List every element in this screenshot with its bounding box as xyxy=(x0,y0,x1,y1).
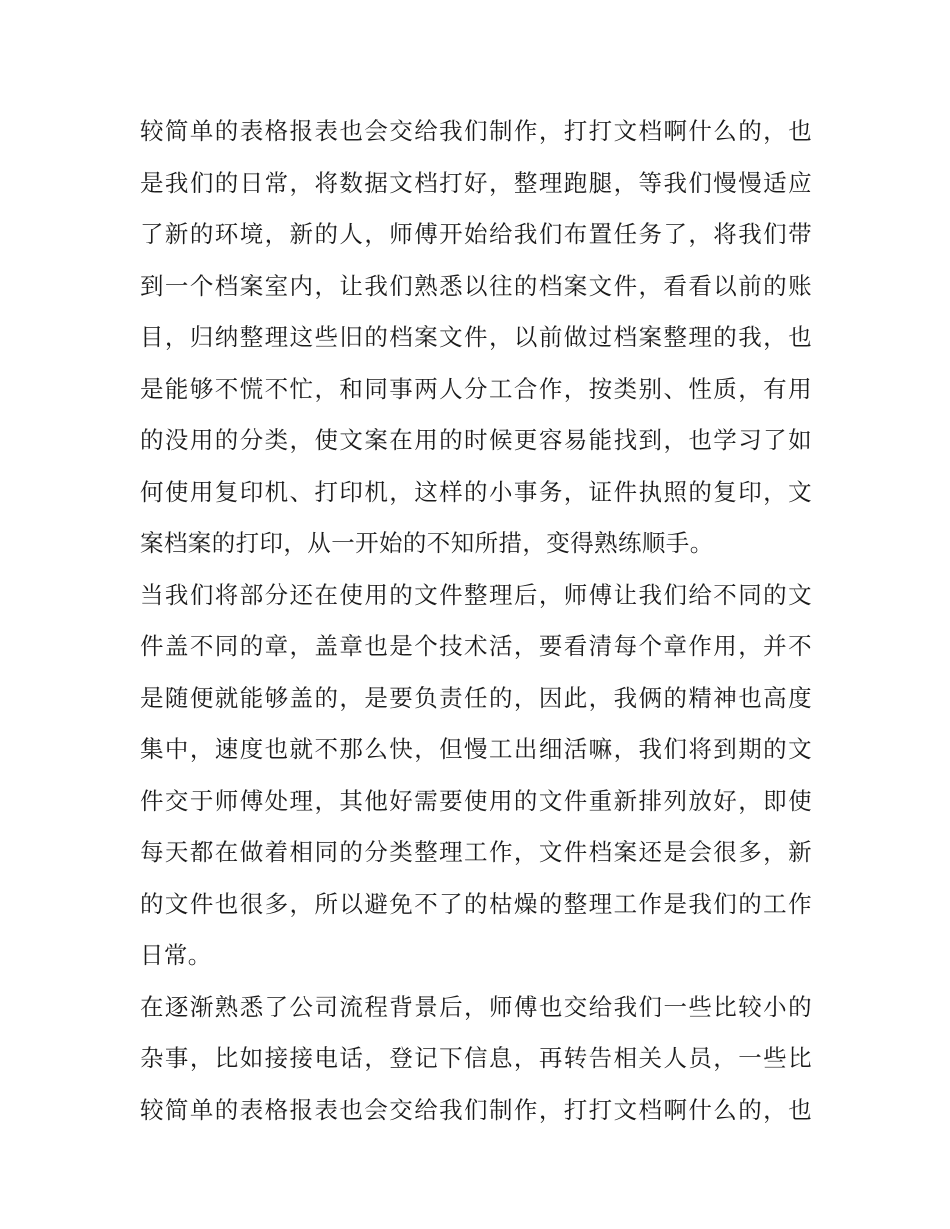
text-line: 何使用复印机、打印机，这样的小事务，证件执照的复印，文 xyxy=(140,477,812,506)
text-line: 当我们将部分还在使用的文件整理后，师傅让我们给不同的文 xyxy=(140,580,812,609)
text-line-paragraph-end: 日常。 xyxy=(140,941,212,969)
text-line: 目，归纳整理这些旧的档案文件，以前做过档案整理的我，也 xyxy=(140,323,812,351)
text-line-paragraph-end: 案档案的打印，从一开始的不知所措，变得熟练顺手。 xyxy=(140,529,714,557)
text-line: 杂事，比如接接电话，登记下信息，再转告相关人员，一些比 xyxy=(140,1044,812,1072)
text-line: 较简单的表格报表也会交给我们制作，打打文档啊什么的，也 xyxy=(140,1095,812,1124)
text-line: 了新的环境，新的人，师傅开始给我们布置任务了，将我们带 xyxy=(140,220,812,248)
text-line: 的没用的分类，使文案在用的时候更容易能找到，也学习了如 xyxy=(140,426,812,454)
text-line: 是我们的日常，将数据文档打好，整理跑腿，等我们慢慢适应 xyxy=(140,168,812,197)
text-line: 是随便就能够盖的，是要负责任的，因此，我俩的精神也高度 xyxy=(140,683,812,712)
text-line: 件交于师傅处理，其他好需要使用的文件重新排列放好，即使 xyxy=(140,786,812,815)
text-line: 较简单的表格报表也会交给我们制作，打打文档啊什么的，也 xyxy=(140,117,812,145)
text-line: 在逐渐熟悉了公司流程背景后，师傅也交给我们一些比较小的 xyxy=(140,992,812,1021)
text-line: 是能够不慌不忙，和同事两人分工合作，按类别、性质，有用 xyxy=(140,374,812,403)
text-line: 的文件也很多，所以避免不了的枯燥的整理工作是我们的工作 xyxy=(140,889,812,918)
text-line: 件盖不同的章，盖章也是个技术活，要看清每个章作用，并不 xyxy=(140,632,812,660)
text-line: 每天都在做着相同的分类整理工作，文件档案还是会很多，新 xyxy=(140,838,812,866)
text-line: 到一个档案室内，让我们熟悉以往的档案文件，看看以前的账 xyxy=(140,271,812,300)
body-text xyxy=(140,106,812,1136)
text-line: 集中，速度也就不那么快，但慢工出细活嘛，我们将到期的文 xyxy=(140,735,812,763)
